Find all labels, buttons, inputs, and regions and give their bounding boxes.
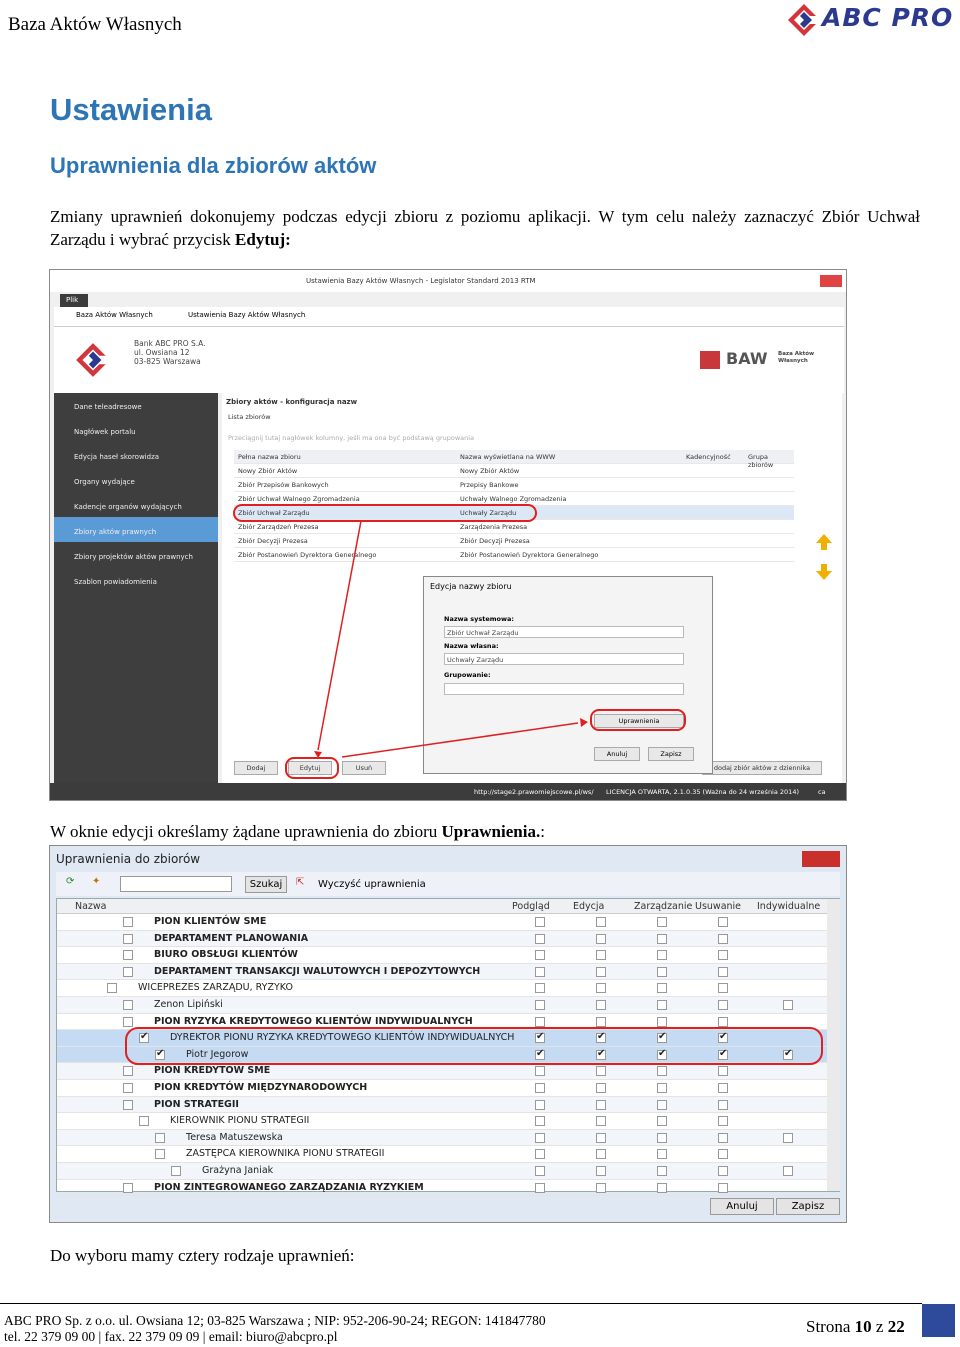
table-header: Pełna nazwa zbioru Nazwa wyświetlana na WWW Kadencyjność Grupa zbiorów	[234, 450, 794, 464]
clear-permissions-button[interactable]: Wyczyść uprawnienia	[318, 879, 426, 890]
sidebar-item-hasla[interactable]: Edycja haseł skorowidza	[74, 453, 160, 461]
document-header-title: Baza Aktów Własnych	[8, 14, 182, 35]
highlight-edit-ellipse	[286, 758, 338, 778]
clear-icon[interactable]: ⇱	[296, 877, 305, 888]
window-title: Ustawienia Bazy Aktów Własnych - Legislator Standard 2013 RTM	[306, 277, 536, 285]
footer-square	[922, 1304, 955, 1337]
highlight-row-ellipse	[234, 505, 536, 521]
grouping-label: Grupowanie:	[444, 671, 491, 679]
annotation-overlay	[50, 846, 847, 1223]
footer-address: ABC PRO Sp. z o.o. ul. Owsiana 12; 03-825 Warszawa ; NIP: 952-206-90-24; REGON: 141847780	[4, 1313, 546, 1328]
table-row[interactable]: Zbiór Przepisów Bankowych Przepisy Bankowe	[234, 478, 794, 492]
table-row[interactable]: Zbiór Zarządzeń Prezesa Zarządzenia Prezesa	[234, 520, 794, 534]
row-name: BIURO OBSŁUGI KLIENTÓW	[154, 949, 298, 961]
tab-baza[interactable]: Baza Aktów Własnych	[76, 311, 153, 319]
panel-title: Zbiory aktów - konfiguracja nazw	[226, 398, 358, 406]
footer-contact: tel. 22 379 09 00 | fax. 22 379 09 09 | email: biuro@abcpro.pl	[4, 1329, 338, 1344]
window-title: Uprawnienia do zbiorów	[56, 852, 201, 866]
baw-logo: BAW	[726, 349, 768, 368]
dialog-save-button[interactable]: Zapisz	[648, 747, 694, 761]
status-url: http://stage2.prawomiejscowe.pl/ws/	[474, 788, 594, 796]
list-title: Lista zbiorów	[228, 413, 271, 421]
intro-paragraph: Zmiany uprawnień dokonujemy podczas edycji zbioru z poziomu aplikacji. W tym celu należy zaznaczyć Zbiór Uchwał Zarządu i wybrać przycisk Edytuj:	[50, 207, 920, 249]
highlight-rows-ellipse	[126, 1028, 822, 1064]
permissions-window-screenshot	[49, 845, 847, 1223]
row-name: DYREKTOR PIONU RYZYKA KREDYTOWEGO KLIENTÓW INDYWIDUALNYCH	[170, 1032, 515, 1044]
delete-button[interactable]: Usuń	[342, 761, 386, 775]
system-name-label: Nazwa systemowa:	[444, 615, 514, 623]
abc-pro-logo-text: ABC PRO	[822, 3, 954, 32]
sidebar-item-zbiory[interactable]: Zbiory aktów prawnych	[74, 528, 157, 536]
cancel-button[interactable]: Anuluj	[710, 1198, 774, 1215]
search-button[interactable]: Szukaj	[245, 876, 287, 893]
status-license: LICENCJA OTWARTA, 2.1.0.35 (Ważna do 24 września 2014)	[606, 788, 799, 796]
permissions-button[interactable]: Uprawnienia	[594, 714, 684, 728]
row-name: Zenon Lipiński	[154, 998, 223, 1010]
bank-address: Bank ABC PRO S.A. ul. Owsiana 12 03-825 Warszawa	[134, 339, 206, 366]
save-button[interactable]: Zapisz	[776, 1198, 840, 1215]
highlight-permissions-ellipse	[591, 710, 685, 730]
dialog-title: Edycja nazwy zbioru	[430, 582, 512, 591]
permissions-paragraph: W oknie edycji określamy żądane uprawnienia do zbioru Uprawnienia.:	[50, 822, 545, 841]
row-name: PION KLIENTÓW SME	[154, 916, 267, 927]
row-name: KIEROWNIK PIONU STRATEGII	[170, 1115, 310, 1127]
group-hint: Przeciągnij tutaj nagłówek kolumny, jeśli ma ona być podstawą grupowania	[228, 434, 475, 442]
table-row[interactable]: Zbiór Postanowień Dyrektora Generalnego Zbiór Postanowień Dyrektora Generalnego	[234, 548, 794, 562]
dialog-cancel-button[interactable]: Anuluj	[594, 747, 640, 761]
annotation-overlay	[50, 270, 847, 801]
table-row[interactable]: Zbiór Uchwał Walnego Zgromadzenia Uchwały Walnego Zgromadzenia	[234, 492, 794, 506]
grid-header: Nazwa Podgląd Edycja Zarządzanie Usuwanie Indywidualne	[57, 899, 827, 914]
tab-ustawienia[interactable]: Ustawienia Bazy Aktów Własnych	[188, 311, 306, 319]
abc-pro-logo	[786, 2, 956, 40]
sidebar-item-projekty[interactable]: Zbiory projektów aktów prawnych	[74, 553, 193, 561]
row-name: DEPARTAMENT PLANOWANIA	[154, 932, 309, 944]
section-title: Ustawienia	[50, 92, 212, 127]
row-name: WICEPREZES ZARZĄDU, RYZYKO	[138, 982, 293, 994]
row-name: DEPARTAMENT TRANSAKCJI WALUTOWYCH I DEPOZYTOWYCH	[154, 965, 481, 977]
own-name-label: Nazwa własna:	[444, 642, 499, 650]
row-name: Teresa Matuszewska	[186, 1131, 283, 1143]
closing-paragraph: Do wyboru mamy cztery rodzaje uprawnień:	[50, 1246, 355, 1265]
page-number: Strona 10 z 22	[806, 1317, 905, 1336]
sidebar-item-teleadresowe[interactable]: Dane teleadresowe	[74, 403, 142, 411]
refresh-icon[interactable]: ⟳	[66, 876, 75, 887]
row-name: PION ZINTEGROWANEGO ZARZĄDZANIA RYZYKIEM	[154, 1181, 424, 1193]
table-row-selected[interactable]: Zbiór Uchwał Zarządu Uchwały Zarządu	[234, 506, 794, 520]
row-name: PION RYZYKA KREDYTOWEGO KLIENTÓW INDYWIDUALNYCH	[154, 1015, 473, 1027]
abc-pro-logo-icon	[786, 2, 822, 38]
sidebar-item-organy[interactable]: Organy wydające	[74, 478, 135, 486]
sidebar-item-naglowek[interactable]: Nagłówek portalu	[74, 428, 136, 436]
table-row[interactable]: Nowy Zbiór Aktów Nowy Zbiór Aktów	[234, 464, 794, 478]
sidebar-item-kadencje[interactable]: Kadencje organów wydających	[74, 503, 182, 511]
menu-file[interactable]: Plik	[60, 294, 88, 307]
row-name: ZASTĘPCA KIEROWNIKA PIONU STRATEGII	[186, 1148, 385, 1160]
subsection-title: Uprawnienia dla zbiorów aktów	[50, 153, 377, 178]
table-row[interactable]: Zbiór Decyzji Prezesa Zbiór Decyzji Prezesa	[234, 534, 794, 548]
baw-caption: Baza Aktów Własnych	[778, 351, 815, 364]
row-name: Grażyna Janiak	[202, 1164, 274, 1176]
row-name: Piotr Jegorow	[186, 1048, 249, 1060]
settings-icon[interactable]: ✦	[92, 876, 101, 887]
add-button[interactable]: Dodaj	[234, 761, 278, 775]
add-from-journal-button[interactable]: dodaj zbiór aktów z dziennika	[702, 761, 822, 775]
system-name-field[interactable]: Zbiór Uchwał Zarządu	[444, 626, 684, 638]
status-user: ca	[818, 788, 826, 796]
settings-window-screenshot	[49, 269, 847, 801]
own-name-field[interactable]: Uchwały Zarządu	[444, 653, 684, 665]
footer-rule	[0, 1303, 922, 1304]
row-name: PION STRATEGII	[154, 1098, 239, 1110]
sidebar-item-szablon[interactable]: Szablon powiadomienia	[74, 578, 157, 586]
row-name: PION KREDYTÓW MIĘDZYNARODOWYCH	[154, 1081, 368, 1093]
edit-button[interactable]: Edytuj	[288, 761, 332, 775]
row-name: PION KREDYTOW SME	[154, 1065, 271, 1077]
